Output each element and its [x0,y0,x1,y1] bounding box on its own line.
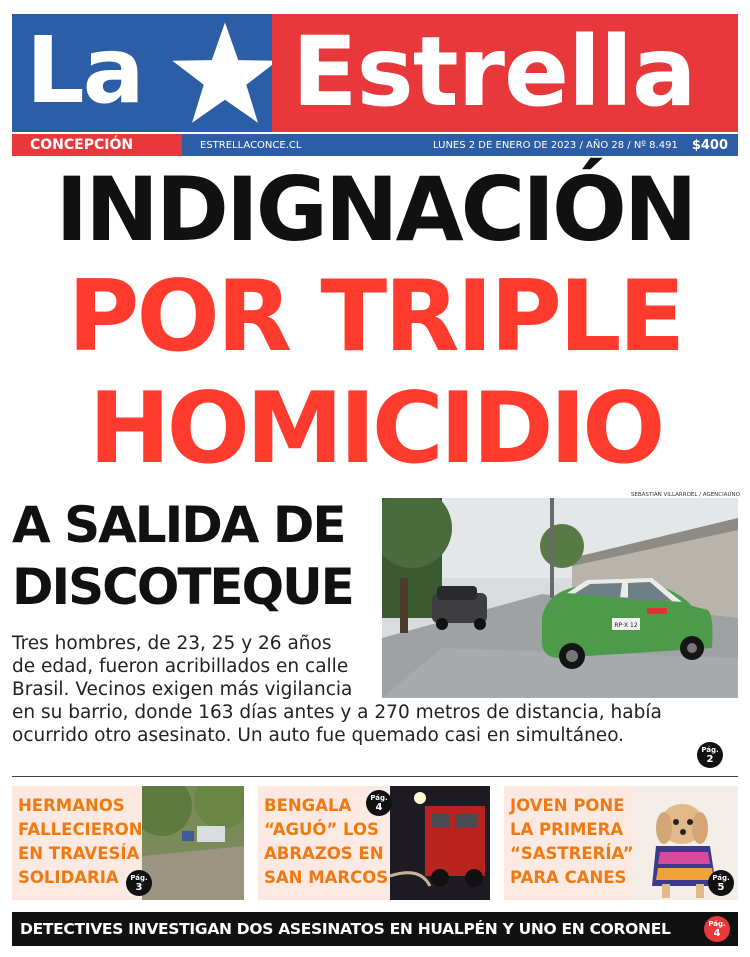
teaser-title-line: BENGALA [264,796,352,815]
price: $400 [691,137,728,153]
teaser-title-line: ABRAZOS EN [264,844,384,863]
subhead-line-1: A SALIDA DE [12,496,345,554]
teaser-title-line: “SASTRERÍA” [510,844,634,863]
edition-date: LUNES 2 DE ENERO DE 2023 / AÑO 28 / Nº 8.491 [433,139,678,151]
teaser-title-line: “AGUÓ” LOS [264,820,379,839]
lead-body-line: en su barrio, donde 163 días antes y a 270 metros de distancia, había [12,702,662,723]
teaser-hermanos[interactable] [12,786,244,900]
lead-body-line: de edad, fueron acribillados en calle [12,656,349,677]
page-badge-number: 2 [706,754,714,765]
masthead [12,14,738,132]
edition-bar [12,134,738,156]
bottom-page-badge[interactable] [704,916,730,942]
star-icon [166,18,284,130]
teaser-title-line: PARA CANES [510,868,627,887]
teaser-title-line: SOLIDARIA [18,868,119,887]
bottom-headline[interactable] [12,912,738,946]
teaser-page-badge[interactable] [366,790,392,816]
teaser-title-line: LA PRIMERA [510,820,624,839]
bottom-headline-text: DETECTIVES INVESTIGAN DOS ASESINATOS EN HUALPÉN Y UNO EN CORONEL [20,920,671,938]
edition-city: CONCEPCIÓN [12,134,182,156]
masthead-estrella: Estrella [292,16,696,128]
page-badge-number: 4 [375,802,383,813]
teaser-page-badge[interactable] [708,870,734,896]
teaser-title-line: EN TRAVESÍA [18,844,140,863]
edition-info [182,134,738,156]
teaser-title-line: FALLECIERON [18,820,143,839]
teaser-joven[interactable] [504,786,738,900]
car-plate: RP·X 12 [614,622,638,629]
teaser-photo-landscape [142,786,244,900]
page-badge-label: Pág. [712,874,730,882]
teaser-title-line: SAN MARCOS [264,868,389,887]
teaser-title [510,794,634,890]
lead-body-line: Brasil. Vecinos exigen más vigilancia [12,679,353,700]
headline-line-3: HOMICIDIO [88,372,662,486]
subhead-line-2: DISCOTEQUE [12,558,353,616]
lead-body-line: Tres hombres, de 23, 25 y 26 años [12,633,332,654]
website-link[interactable]: ESTRELLACONCE.CL [200,139,302,151]
headline-line-1: INDIGNACIÓN [55,158,695,261]
headline-line-2: POR TRIPLE [67,260,683,374]
page-badge-label: Pág. [708,920,726,928]
page-badge-number: 5 [717,882,725,893]
teaser-bengala[interactable] [258,786,490,900]
page-badge-number: 3 [135,882,143,893]
page-badge-label: Pág. [130,874,148,882]
teaser-photo-firetruck [390,786,490,900]
masthead-red-block [272,14,738,132]
page-badge-number: 4 [713,928,721,939]
teaser-title-line: JOVEN PONE [510,796,625,815]
divider [12,776,738,777]
lead-page-badge[interactable] [697,742,723,768]
teaser-title-line: HERMANOS [18,796,125,815]
page-badge-label: Pág. [370,794,388,802]
lead-body [12,632,742,747]
lead-body-line: ocurrido otro asesinato. Un auto fue quemado casi en simultáneo. [12,725,625,746]
teaser-page-badge[interactable] [126,870,152,896]
teaser-title [18,794,143,890]
photo-credit: SEBASTIÁN VILLARROEL / AGENCIAUNO [630,492,740,498]
page-badge-label: Pág. [701,746,719,754]
masthead-la: La [26,17,143,124]
